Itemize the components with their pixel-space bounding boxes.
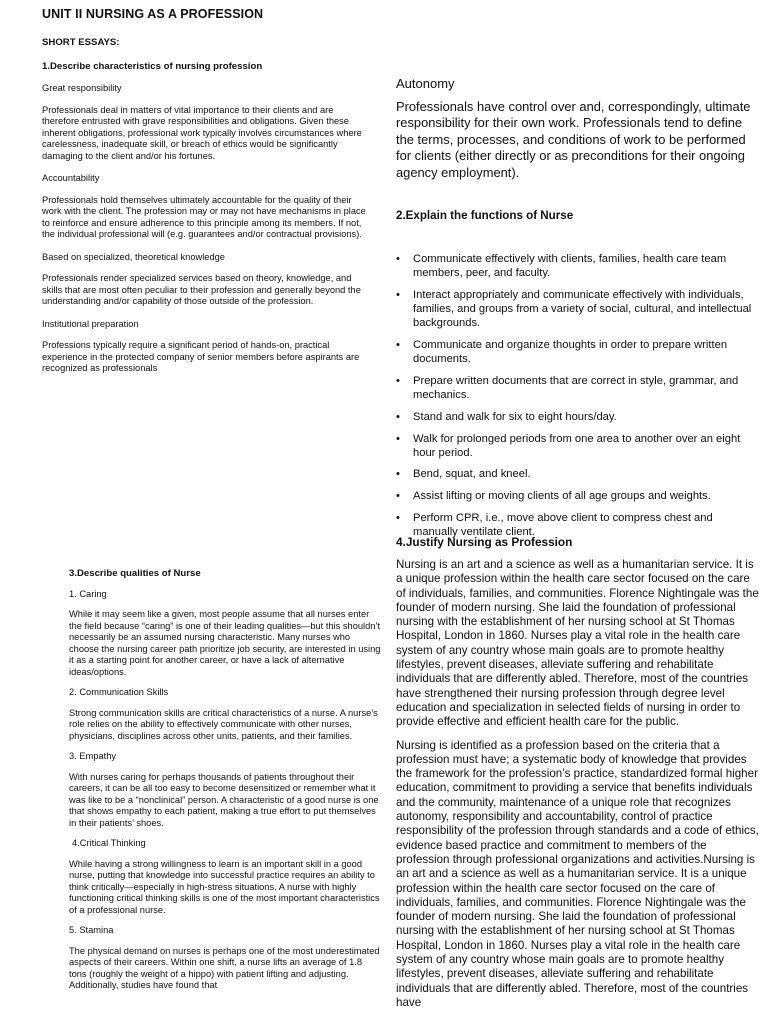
q1-sub-heading: Accountability bbox=[42, 173, 100, 183]
q4-heading: 4.Justify Nursing as Profession bbox=[396, 535, 573, 549]
q1-paragraph: Professionals hold themselves ultimately accountable for the quality of their work with the client. The profession may or may not have mechanisms in place to reinforce and ensure adherence to this principle among its members. If not, the individual professional will (e.g. guarantees and/or contractual provisions). bbox=[42, 194, 366, 239]
q1-sub-heading: Based on specialized, theoretical knowledge bbox=[42, 251, 225, 262]
list-item-text: Bend, squat, and kneel. bbox=[413, 468, 531, 481]
list-item-text: Communicate effectively with clients, families, health care team members, peer, and faculty. bbox=[413, 253, 727, 280]
q4-section bbox=[396, 558, 762, 1024]
bullet-icon: • bbox=[396, 432, 400, 445]
q2-heading: 2.Explain the functions of Nurse bbox=[396, 209, 574, 222]
q4-paragraph: Nursing is an art and a science as well as a humanitarian service. It is a unique profession within the health care sector focused on the care of individuals, families, and communities. Florence Nightingale was the founder of modern nursing. She laid the foundation of professional nursing with the establishment of her nursing school at St Thomas Hospital, London in 1860. Nurses play a vital role in the health care system of any country whose main goals are to promote healthy lifestyles, prevent diseases, alleviate suffering and rehabilitate individuals that are differently abled. Therefore, most of the countries have strengthened their nursing profession through degree level education and specialization in selected fields of nursing in order to provide effective and efficient health care for the public. bbox=[396, 558, 759, 729]
q1-heading: 1.Describe characteristics of nursing profession bbox=[42, 60, 263, 72]
q3-paragraph: The physical demand on nurses is perhaps one of the most underestimated aspects of their careers. Within one shift, a nurse lifts an average of 1.8 tons (roughly the weight of a hippo) with patient lifting and adjusting. Additionally, studies have found that bbox=[69, 945, 380, 990]
bullet-icon: • bbox=[396, 339, 400, 352]
page-title: UNIT II NURSING AS A PROFESSION bbox=[42, 7, 264, 21]
list-item bbox=[396, 467, 758, 481]
q2-bullet-list bbox=[396, 252, 758, 539]
list-item-text: Assist lifting or moving clients of all age groups and weights. bbox=[413, 490, 711, 503]
list-item bbox=[396, 432, 758, 460]
q3-paragraph: While having a strong willingness to learn is an important skill in a good nurse, putting that knowledge into successful practice requires an ability to think critically—especially in high-stress situations. A nurse with highly functioning critical thinking skills is one of the most important characteristics of a professional nurse. bbox=[69, 858, 380, 915]
q3-sub-heading: 1. Caring bbox=[69, 588, 107, 599]
q3-sub-heading: 2. Communication Skills bbox=[69, 687, 169, 697]
autonomy-paragraph: Professionals have control over and, correspondingly, ultimate responsibility for their own work. Professionals tend to define the terms, processes, and conditions of work to be performed for clients (either directly or as preconditions for their ongoing agency employment). bbox=[396, 99, 751, 180]
bullet-icon: • bbox=[396, 374, 400, 387]
bullet-icon: • bbox=[396, 253, 400, 265]
q3-paragraph: Strong communication skills are critical characteristics of a nurse. A nurse’s role relies on the ability to effectively communicate with other nurses, physicians, disciplines across other units, patients, and their families. bbox=[69, 707, 378, 741]
list-item-text: Prepare written documents that are correct in style, grammar, and mechanics. bbox=[413, 374, 739, 402]
list-item-text: Communicate and organize thoughts in order to prepare written documents. bbox=[413, 339, 728, 366]
bullet-icon: • bbox=[396, 410, 400, 423]
q3-sub-heading: 3. Empathy bbox=[69, 751, 117, 761]
list-item-text: Stand and walk for six to eight hours/day. bbox=[413, 410, 617, 423]
short-essays-heading: SHORT ESSAYS: bbox=[42, 37, 120, 48]
q3-sub-heading: 5. Stamina bbox=[69, 925, 114, 935]
list-item bbox=[396, 338, 758, 366]
q1-paragraph: Professions typically require a significant period of hands-on, practical experience in the protected company of senior members before aspirants are recognized as professionals bbox=[42, 340, 360, 373]
bullet-icon: • bbox=[396, 511, 400, 524]
q1-section bbox=[42, 37, 367, 386]
list-item-text: Walk for prolonged periods from one area to another over an eight hour period. bbox=[413, 432, 741, 459]
q3-paragraph: With nurses caring for perhaps thousands of patients throughout their careers, it can be all too easy to become desensitized or remember what it was like to be a “nonclinical” person. A characteristic of a good nurse is one that shows empathy to each patient, making a true effort to put themselves in their patients’ shoes. bbox=[69, 771, 379, 828]
autonomy-heading: Autonomy bbox=[396, 76, 455, 91]
q3-paragraph: While it may seem like a given, most people assume that all nurses enter the field because “caring” is one of their leading qualities—but this shouldn’t necessarily be an assumed nursing characteristic. Many nurses who choose the nursing career path prioritize job security, are interested in using it as a starting point for another career, or have a lack of alternative ideas/options. bbox=[69, 609, 381, 677]
q1-paragraph: Professionals render specialized services based on theory, knowledge, and skills that are most often peculiar to their profession and generally beyond the understanding and/or capability of those outside of the profession. bbox=[42, 273, 361, 306]
bullet-icon: • bbox=[396, 288, 400, 301]
bullet-icon: • bbox=[396, 490, 400, 503]
list-item bbox=[396, 410, 758, 424]
list-item bbox=[396, 252, 758, 280]
q4-paragraph: Nursing is identified as a profession based on the criteria that a profession must have; a systematic body of knowledge that provides the framework for the profession’s practice, standardized formal higher education, commitment to providing a service that benefits individuals and the community, maintenance of a unique role that recognizes autonomy, responsibility and accountability, control of practice responsibility of the profession through standards and a code of ethics, evidence based practice and commitment to members of the profession through professional organizations and activities.Nursing is an art and a science as well as a humanitarian service. It is a unique profession within the health care sector focused on the care of individuals, families, and communities. Florence Nightingale was the founder of modern nursing. She laid the foundation of professional nursing with the establishment of her nursing school at St Thomas Hospital, London in 1860. Nurses play a vital role in the health care system of any country whose main goals are to promote healthy lifestyles, prevent diseases, alleviate suffering and rehabilitate individuals that are differently abled. Therefore, most of the countries have bbox=[396, 738, 759, 1009]
q3-sub-heading: 4.Critical Thinking bbox=[72, 838, 146, 848]
list-item-text: Perform CPR, i.e., move above client to compress chest and manually ventilate client. bbox=[413, 511, 713, 539]
q1-sub-heading: Institutional preparation bbox=[42, 318, 139, 329]
q1-sub-heading: Great responsibility bbox=[42, 83, 122, 93]
q3-section bbox=[69, 568, 381, 1001]
bullet-icon: • bbox=[396, 468, 400, 481]
q3-heading: 3.Describe qualities of Nurse bbox=[69, 568, 201, 579]
q1-paragraph: Professionals deal in matters of vital importance to their clients and are therefore entrusted with grave responsibilities and obligations. Given these inherent obligations, professional work typically involves circumstances where carelessness, inadequate skill, or breach of ethics would be significantly damaging to the client and/or his fortunes. bbox=[42, 104, 362, 161]
list-item-text: Interact appropriately and communicate effectively with individuals, families, and groups from a variety of social, cultural, and intellectual backgrounds. bbox=[413, 288, 752, 330]
list-item bbox=[396, 288, 758, 331]
list-item bbox=[396, 374, 758, 402]
list-item bbox=[396, 489, 758, 503]
